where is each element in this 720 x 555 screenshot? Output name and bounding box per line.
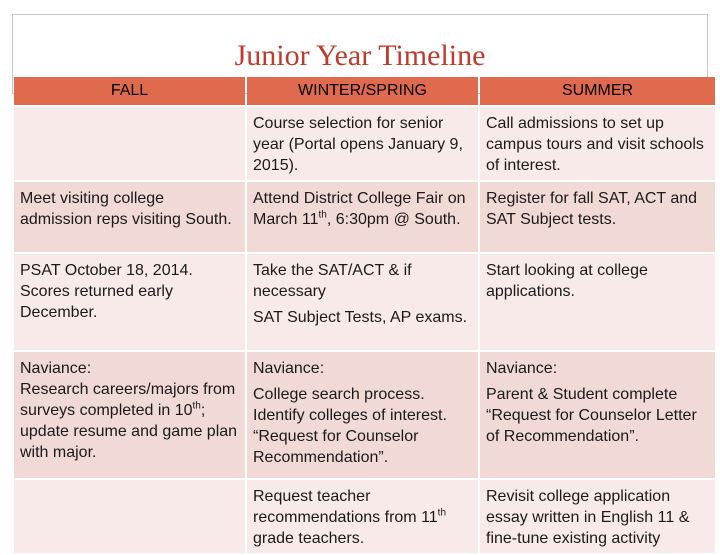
- cell-text: grade teachers.: [253, 530, 365, 547]
- cell-winter-spring: [247, 254, 478, 350]
- ordinal-suffix: th: [437, 507, 447, 519]
- cell-text: Take the SAT/ACT & if necessary: [253, 262, 412, 300]
- cell-summer: Register for fall SAT, ACT and SAT Subject tests.: [480, 182, 715, 252]
- table-row: [14, 182, 715, 252]
- cell-text: SAT Subject Tests, AP exams.: [253, 309, 468, 326]
- table-row: [14, 107, 715, 180]
- cell-text: Parent & Student complete “Request for Counselor Letter of Recommendation”.: [486, 386, 697, 445]
- cell-winter-spring: [247, 182, 478, 252]
- header-fall: FALL: [14, 77, 245, 105]
- ordinal-suffix: th: [318, 209, 327, 221]
- cell-summer: Start looking at college applications.: [480, 254, 715, 350]
- cell-winter-spring: Course selection for senior year (Portal opens January 9, 2015).: [247, 107, 478, 180]
- cell-winter-spring: [247, 352, 478, 478]
- cell-fall: [14, 107, 245, 180]
- table-row: [14, 480, 715, 553]
- cell-summer: Call admissions to set up campus tours and visit schools of interest.: [480, 107, 715, 180]
- cell-text: College search process. Identify colleges of interest. “Request for Counselor Recommendation”.: [253, 386, 447, 466]
- cell-text: Research careers/majors from surveys completed in 10: [20, 381, 236, 419]
- header-winter-spring: WINTER/SPRING: [247, 77, 478, 105]
- cell-fall: [14, 480, 245, 553]
- cell-summer: Revisit college application essay written in English 11 & fine-tune existing activity: [480, 480, 715, 553]
- header-row: [14, 77, 715, 105]
- table-row: [14, 254, 715, 350]
- page-title: Junior Year Timeline: [234, 39, 486, 72]
- cell-text: , 6:30pm @ South.: [326, 211, 461, 228]
- naviance-label: Naviance:: [20, 360, 92, 377]
- cell-text: Attend District College Fair on March 11: [253, 190, 466, 228]
- timeline-table: [12, 75, 717, 555]
- cell-fall: [14, 352, 245, 478]
- cell-summer: [480, 352, 715, 478]
- naviance-label: Naviance:: [253, 360, 325, 377]
- header-summer: SUMMER: [480, 77, 715, 105]
- cell-fall: Meet visiting college admission reps visiting South.: [14, 182, 245, 252]
- table-row: [14, 352, 715, 478]
- cell-winter-spring: [247, 480, 478, 553]
- cell-text: Request teacher recommendations from 11: [253, 488, 438, 526]
- ordinal-suffix: th: [192, 400, 201, 412]
- cell-fall: PSAT October 18, 2014. Scores returned early December.: [14, 254, 245, 350]
- naviance-label: Naviance:: [486, 360, 558, 377]
- cell-text: ; update resume and game plan with major.: [20, 402, 238, 461]
